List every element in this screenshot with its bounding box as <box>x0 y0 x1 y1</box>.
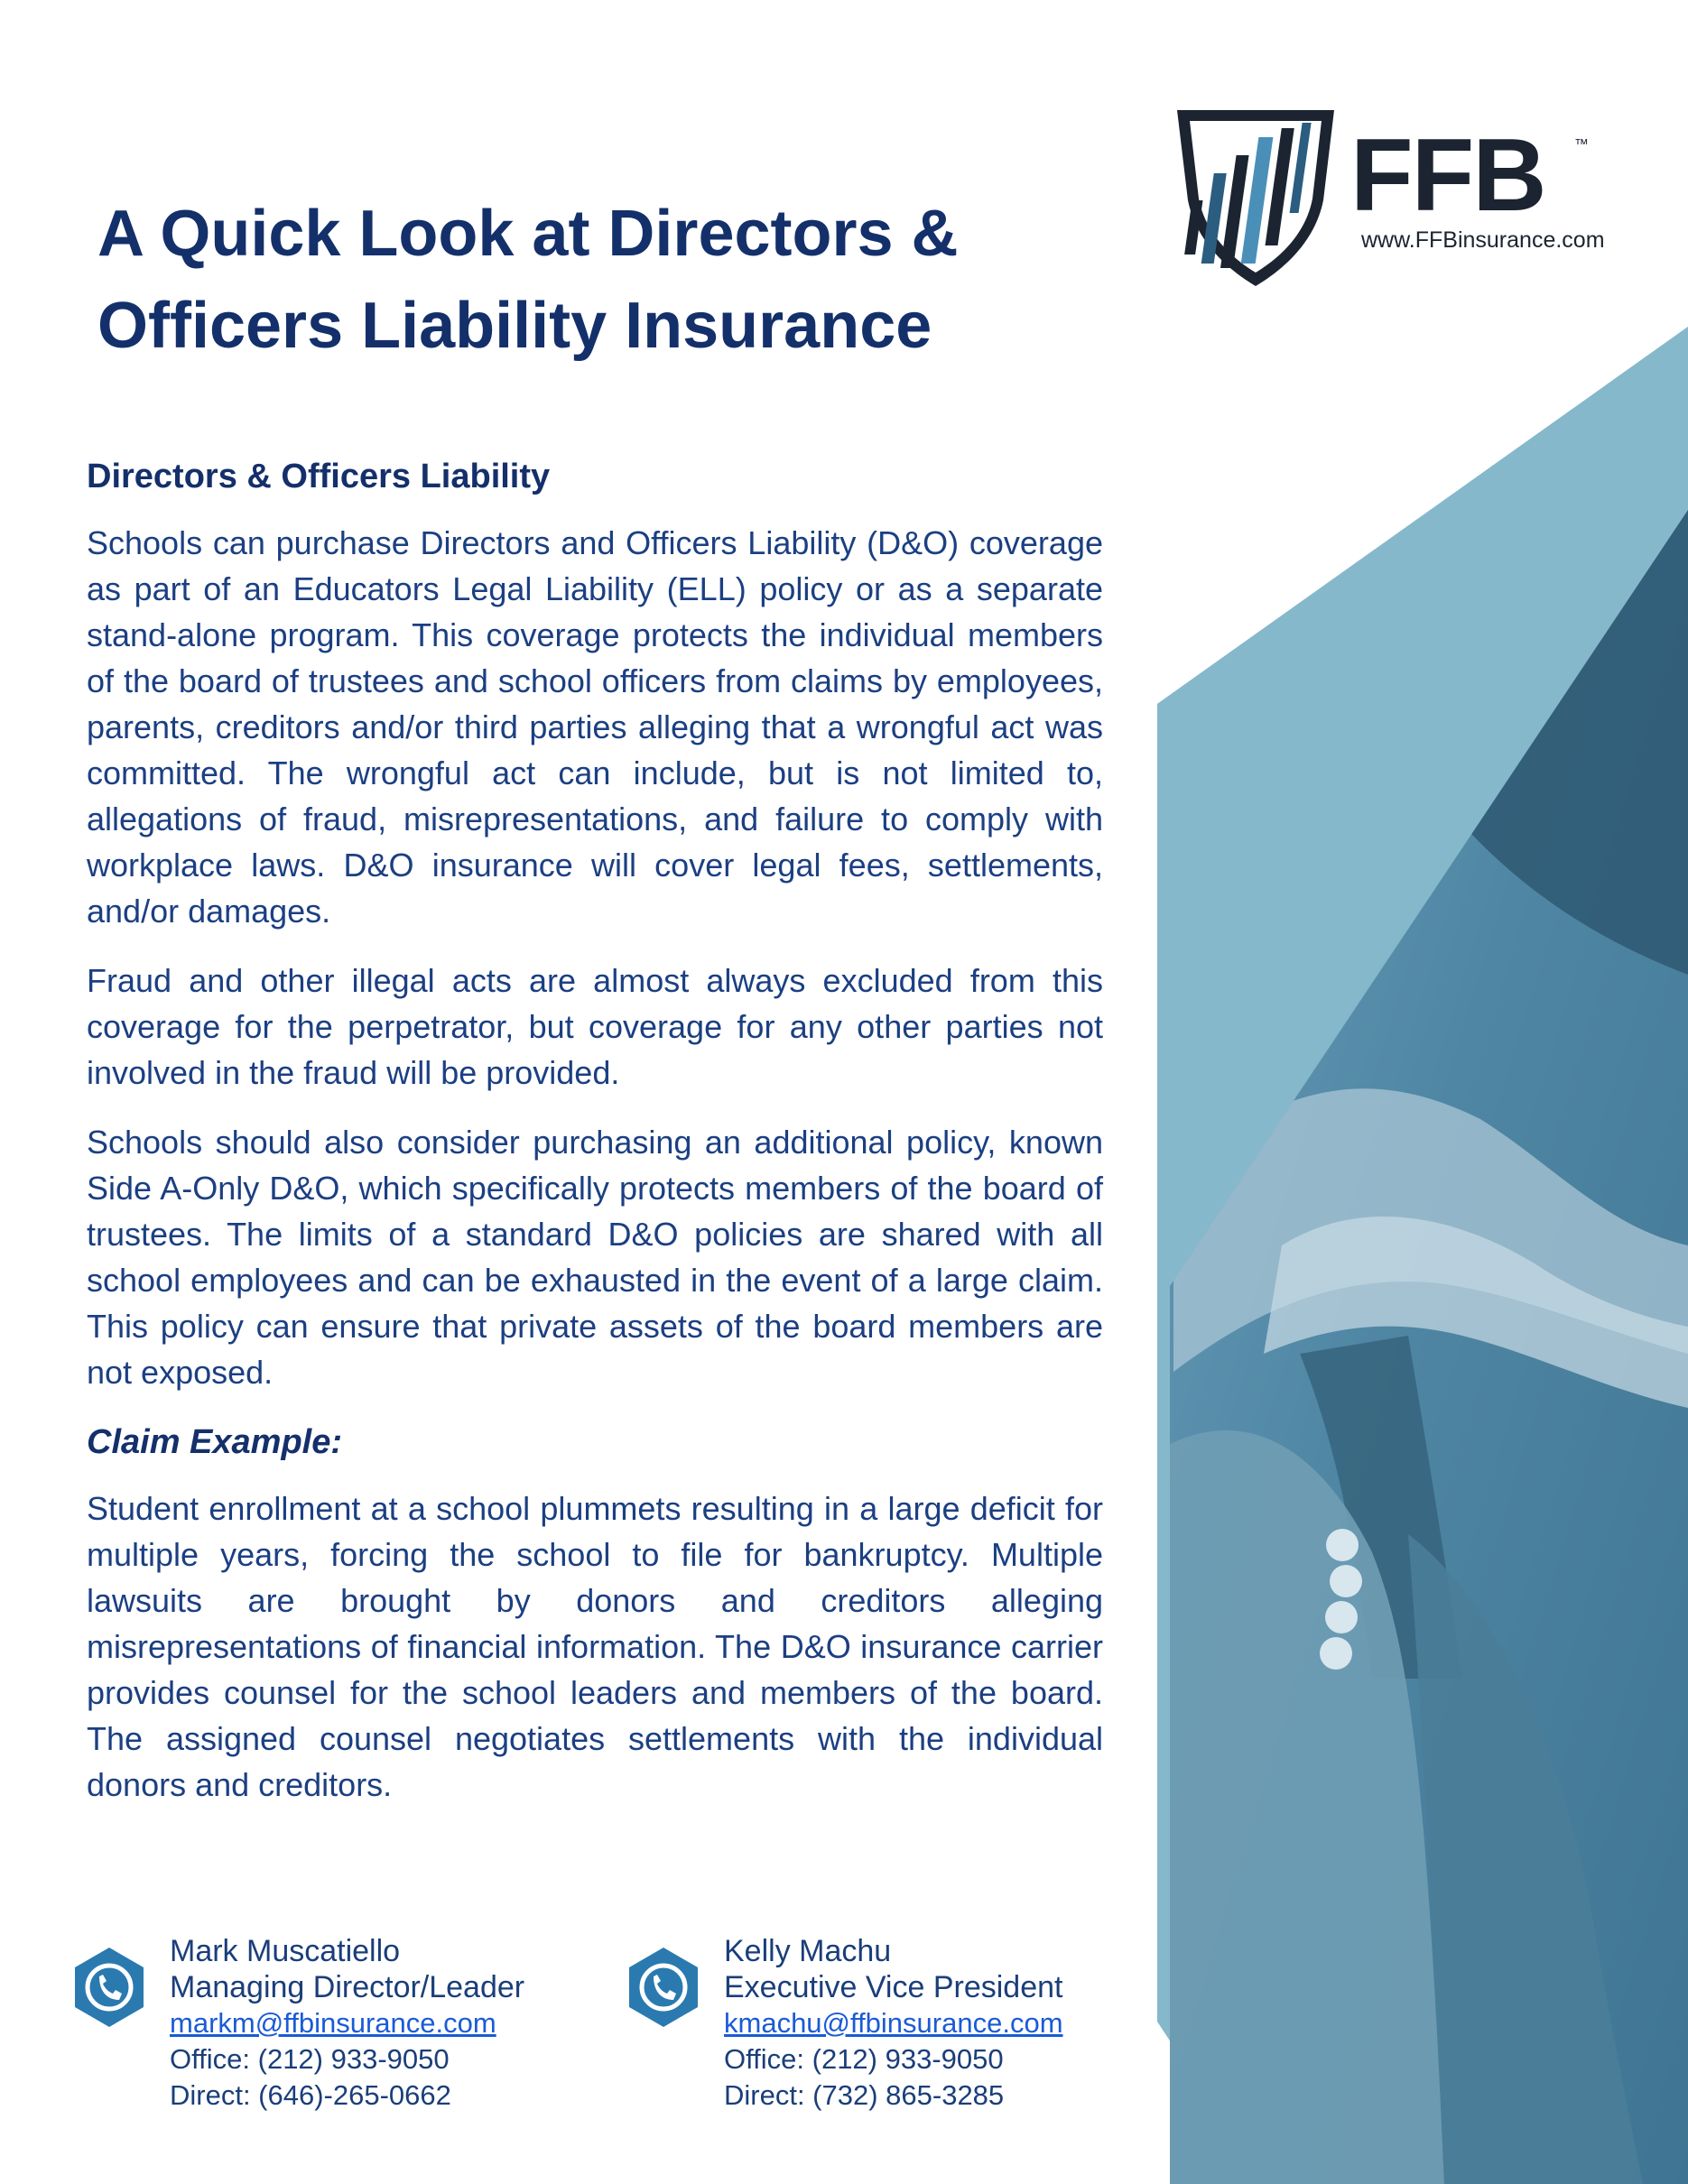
ffb-logo <box>1170 101 1621 292</box>
contact-email-link[interactable]: kmachu@ffbinsurance.com <box>724 2007 1063 2039</box>
title-line-1: A Quick Look at Directors & <box>97 198 959 270</box>
contact-title: Managing Director/Leader <box>170 1970 525 2004</box>
logo-trademark: ™ <box>1574 137 1589 153</box>
shield-bars-icon <box>1170 101 1341 292</box>
contact-name: Kelly Machu <box>724 1934 892 1968</box>
logo-url: www.FFBinsurance.com <box>1361 227 1605 253</box>
contact-info <box>724 1933 1193 2114</box>
main-content <box>87 453 1103 1831</box>
paragraph-coverage: Schools can purchase Directors and Officers Liability (D&O) coverage as part of an Educators Legal Liability (ELL) policy or as a separate stand-alone program. This coverage protects the individual members of the board of trustees and school officers from claims by employees, parents, creditors and/or third parties alleging that a wrongful act was committed. The wrongful act can include, but is not limited to, allegations of fraud, misrepresentations, and failure to comply with workplace laws. D&O insurance will cover legal fees, settlements, and/or damages. <box>87 524 1103 930</box>
contact-info <box>170 1933 639 2114</box>
contact-direct-phone: Direct: (732) 865-3285 <box>724 2079 1005 2111</box>
contact-direct-phone: Direct: (646)-265-0662 <box>170 2079 451 2111</box>
contact-email-link[interactable]: markm@ffbinsurance.com <box>170 2007 496 2039</box>
section-heading: Directors & Officers Liability <box>87 458 551 495</box>
paragraph-fraud: Fraud and other illegal acts are almost always excluded from this coverage for the perpetrator, but coverage for any other parties not involved in the fraud will be provided. <box>87 962 1103 1091</box>
paragraph-claim-example: Student enrollment at a school plummets resulting in a large deficit for multiple years, forcing the school to file for bankruptcy. Multiple lawsuits are brought by donors and creditors alleging misrepresentations of financial information. The D&O insurance carrier provides counsel for the school leaders and members of the board. The assigned counsel negotiates settlements with the individual donors and creditors. <box>87 1490 1103 1803</box>
phone-icon <box>72 1946 146 2029</box>
logo-wordmark: FFB <box>1350 118 1545 233</box>
claim-heading: Claim Example: <box>87 1423 342 1461</box>
contact-name: Mark Muscatiello <box>170 1934 401 1968</box>
paragraph-side-a: Schools should also consider purchasing an additional policy, known Side A-Only D&O, which specifically protects members of the board of trustees. The limits of a standard D&O policies are shared with all school employees and can be exhausted in the event of a large claim. This policy can ensure that private assets of the board members are not exposed. <box>87 1124 1103 1391</box>
contact-title: Executive Vice President <box>724 1970 1063 2004</box>
title-line-2: Officers Liability Insurance <box>97 290 932 362</box>
contact-office-phone: Office: (212) 933-9050 <box>724 2043 1004 2075</box>
phone-icon <box>626 1946 700 2029</box>
contact-office-phone: Office: (212) 933-9050 <box>170 2043 450 2075</box>
page-title <box>97 188 1108 372</box>
